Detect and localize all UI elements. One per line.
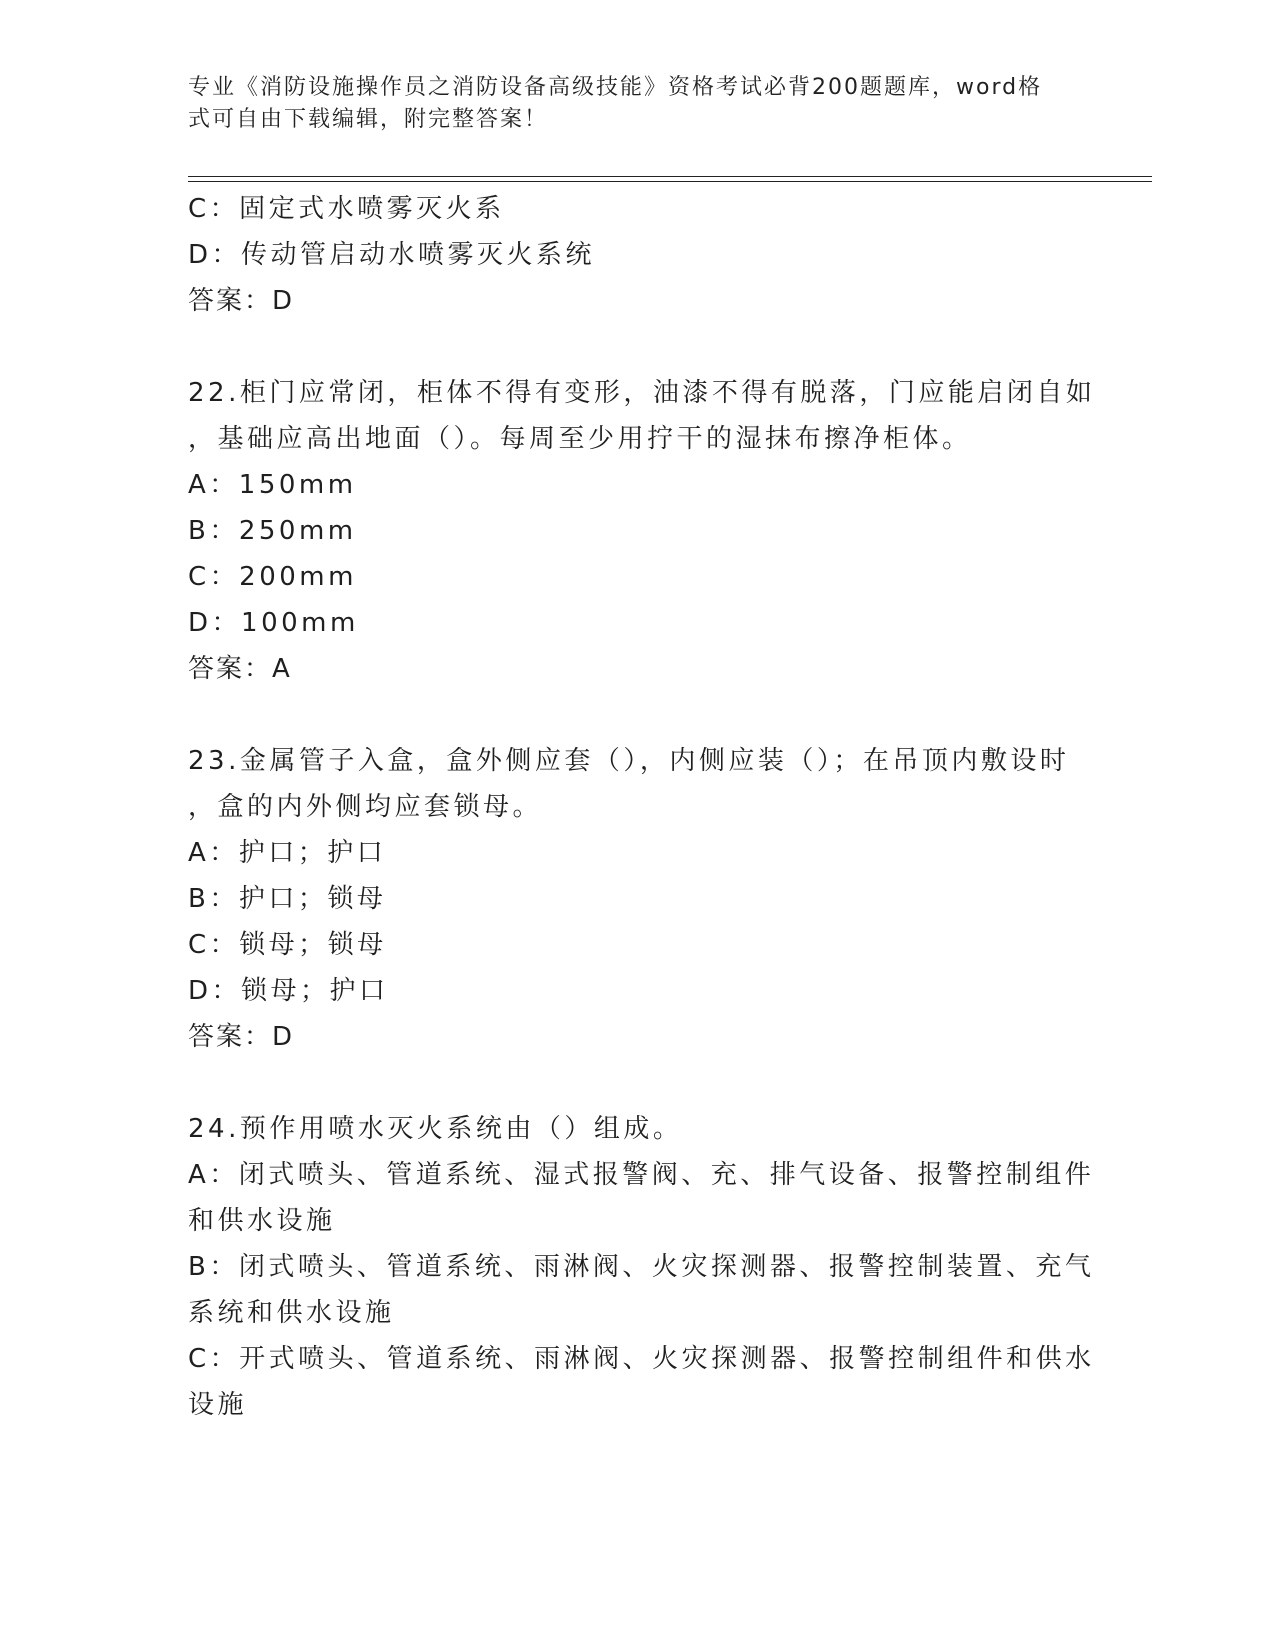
- header-divider-bottom: [188, 181, 1152, 182]
- spacer: [188, 692, 1088, 738]
- option-a: A：护口；护口: [188, 838, 387, 868]
- question-stem-line-2: ，基础应高出地面（）。每周至少用拧干的湿抹布擦净柜体。: [188, 424, 972, 454]
- header-title-line-1: 专业《消防设施操作员之消防设备高级技能》资格考试必背200题题库，word格: [188, 75, 1043, 100]
- option-d: D：传动管启动水喷雾灭火系统: [188, 240, 596, 270]
- question-24: [188, 1106, 1095, 1428]
- question-stem-line-2: ，盒的内外侧均应套锁母。: [188, 792, 543, 822]
- question-22: [188, 370, 1096, 692]
- option-a-line-2: 和供水设施: [188, 1206, 336, 1236]
- header-divider-top: [188, 176, 1152, 177]
- question-23: [188, 738, 1088, 1060]
- option-b: B：250mm: [188, 516, 357, 546]
- answer: 答案：D: [188, 1022, 295, 1052]
- option-c-line-2: 设施: [188, 1390, 248, 1420]
- answer: 答案：D: [188, 286, 295, 316]
- spacer: [188, 1060, 1088, 1106]
- header-title-line-2: 式可自由下载编辑，附完整答案！: [188, 107, 549, 132]
- option-d: D：100mm: [188, 608, 359, 638]
- option-b-line-1: B：闭式喷头、管道系统、雨淋阀、火灾探测器、报警控制装置、充气: [188, 1252, 1095, 1282]
- answer: 答案：A: [188, 654, 292, 684]
- option-c-line-1: C：开式喷头、管道系统、雨淋阀、火灾探测器、报警控制组件和供水: [188, 1344, 1095, 1374]
- option-b-line-2: 系统和供水设施: [188, 1298, 395, 1328]
- option-c: C：固定式水喷雾灭火系: [188, 194, 505, 224]
- option-c: C：锁母；锁母: [188, 930, 387, 960]
- document-header: [188, 72, 1068, 136]
- question-21-tail: [188, 186, 1088, 324]
- option-d: D：锁母；护口: [188, 976, 389, 1006]
- question-stem-line-1: 24.预作用喷水灭火系统由（）组成。: [188, 1114, 683, 1144]
- spacer: [188, 324, 1088, 370]
- option-a-line-1: A：闭式喷头、管道系统、湿式报警阀、充、排气设备、报警控制组件: [188, 1160, 1095, 1190]
- question-stem-line-1: 23.金属管子入盒，盒外侧应套（），内侧应装（）；在吊顶内敷设时: [188, 746, 1070, 776]
- question-content: [188, 186, 1096, 1428]
- question-stem-line-1: 22.柜门应常闭，柜体不得有变形，油漆不得有脱落，门应能启闭自如: [188, 378, 1096, 408]
- option-c: C：200mm: [188, 562, 357, 592]
- option-a: A：150mm: [188, 470, 357, 500]
- option-b: B：护口；锁母: [188, 884, 387, 914]
